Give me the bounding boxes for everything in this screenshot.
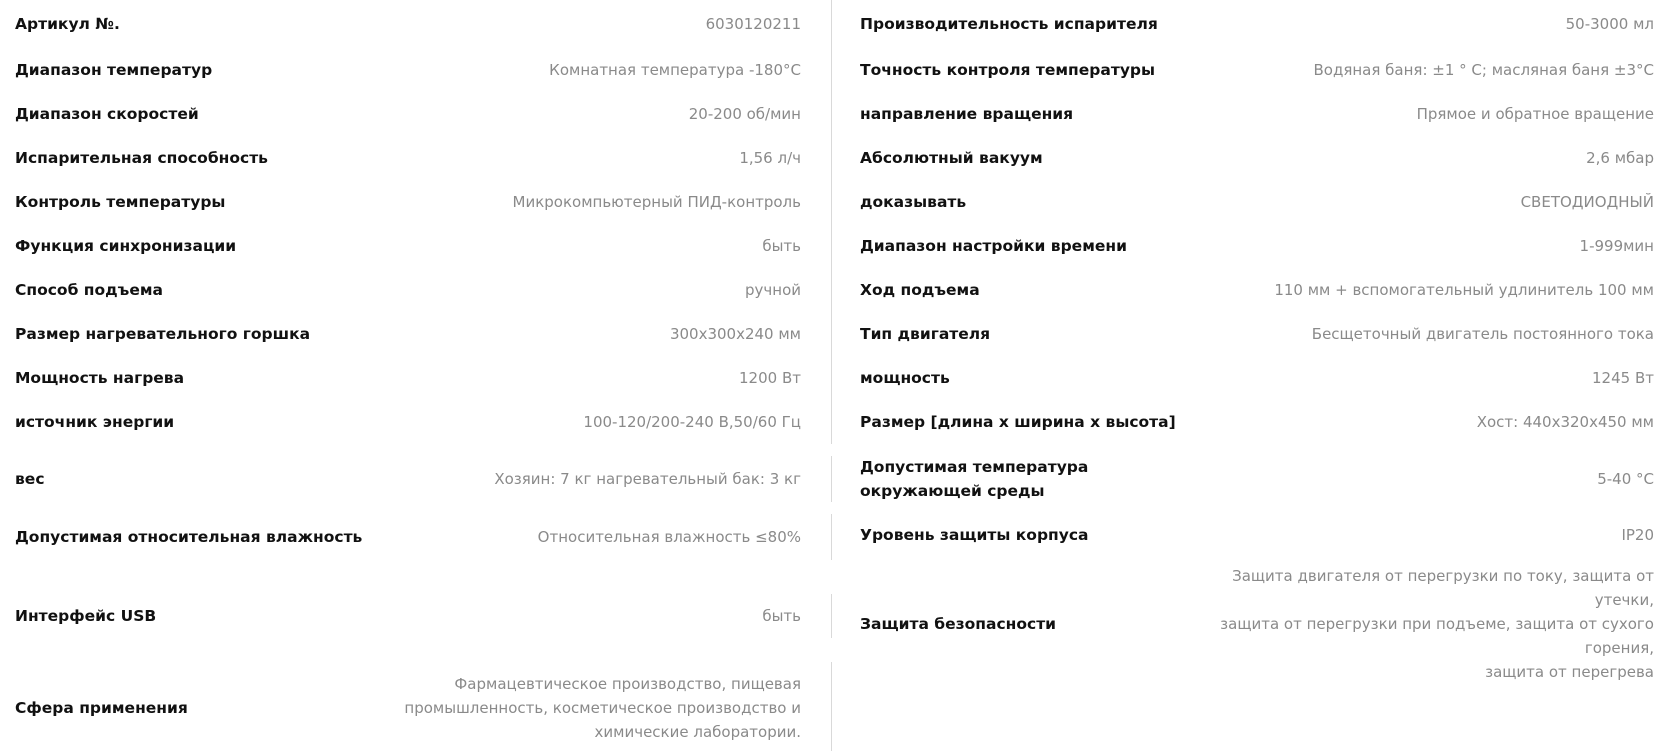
spec-column-left <box>0 0 832 751</box>
spec-row <box>832 312 1670 356</box>
spec-label: источник энергии <box>15 413 175 431</box>
spec-value: Комнатная температура -180°C <box>549 61 801 79</box>
spec-value: 300x300x240 мм <box>669 325 801 343</box>
spec-value: Хост: 440x320x450 мм <box>1476 413 1654 431</box>
spec-value: быть <box>762 237 801 255</box>
spec-value: 1-999мин <box>1579 237 1654 255</box>
spec-label: Мощность нагрева <box>15 369 185 387</box>
spec-row <box>832 356 1670 400</box>
spec-value: Бесщеточный двигатель постоянного тока <box>1311 325 1654 343</box>
spec-row <box>0 224 832 268</box>
spec-label: Размер нагревательного горшка <box>15 325 311 343</box>
spec-row <box>0 662 832 751</box>
spec-row <box>0 356 832 400</box>
spec-value: 6030120211 <box>705 15 801 33</box>
spec-label: Допустимая температура окружающей среды <box>860 458 1089 500</box>
spec-value: быть <box>762 607 801 625</box>
spec-row <box>832 92 1670 136</box>
spec-value: 5-40 °C <box>1597 470 1654 488</box>
spec-row <box>832 567 1670 681</box>
spec-label: Испарительная способность <box>15 149 268 167</box>
spec-value: 1,56 л/ч <box>739 149 801 167</box>
spec-row <box>832 268 1670 312</box>
spec-label: Производительность испарителя <box>860 15 1158 33</box>
spec-row <box>832 444 1670 514</box>
spec-value: Фармацевтическое производство, пищевая промышленность, косметическое производство и химические лаборатории. <box>404 675 801 741</box>
spec-value: 50-3000 мл <box>1565 15 1654 33</box>
spec-label: Диапазон настройки времени <box>860 237 1127 255</box>
spec-value: Относительная влажность ≤80% <box>537 528 801 546</box>
spec-row <box>0 268 832 312</box>
spec-column-right <box>832 0 1670 751</box>
spec-label: Сфера применения <box>15 699 188 717</box>
spec-row <box>0 514 832 560</box>
spec-value: 2,6 мбар <box>1586 149 1654 167</box>
spec-value: СВЕТОДИОДНЫЙ <box>1520 193 1654 211</box>
spec-label: Уровень защиты корпуса <box>860 526 1089 544</box>
spec-row <box>0 594 832 638</box>
spec-label: мощность <box>860 369 950 387</box>
spec-row <box>0 180 832 224</box>
spec-label: Интерфейс USB <box>15 607 157 625</box>
spec-row <box>832 180 1670 224</box>
spec-label: Контроль температуры <box>15 193 226 211</box>
spec-label: Артикул №. <box>15 15 120 33</box>
spec-value: Водяная баня: ±1 ° C; масляная баня ±3°C <box>1313 61 1654 79</box>
spec-label: Тип двигателя <box>860 325 991 343</box>
spec-label: Точность контроля температуры <box>860 61 1156 79</box>
row-gap <box>0 444 832 456</box>
spec-value: ручной <box>745 281 801 299</box>
spec-row <box>0 456 832 502</box>
spec-label: Диапазон температур <box>15 61 213 79</box>
spec-row <box>832 0 1670 48</box>
spec-label: вес <box>15 470 45 488</box>
row-gap <box>0 638 832 662</box>
spec-value: IP20 <box>1621 526 1654 544</box>
spec-label: доказывать <box>860 193 967 211</box>
spec-row <box>832 400 1670 444</box>
spec-row <box>832 136 1670 180</box>
spec-row <box>0 92 832 136</box>
row-gap <box>0 560 832 594</box>
spec-row <box>832 224 1670 268</box>
spec-value: 110 мм + вспомогательный удлинитель 100 мм <box>1274 281 1654 299</box>
spec-value: Микрокомпьютерный ПИД-контроль <box>512 193 801 211</box>
spec-label: Ход подъема <box>860 281 980 299</box>
spec-row <box>0 312 832 356</box>
spec-row <box>0 0 832 48</box>
spec-label: Функция синхронизации <box>15 237 237 255</box>
spec-value: 100-120/200-240 В,50/60 Гц <box>583 413 801 431</box>
spec-label: Допустимая относительная влажность <box>15 528 363 546</box>
spec-label: Диапазон скоростей <box>15 105 199 123</box>
spec-value: Хозяин: 7 кг нагревательный бак: 3 кг <box>494 470 801 488</box>
spec-label: Способ подъема <box>15 281 163 299</box>
spec-row <box>0 136 832 180</box>
spec-label: Защита безопасности <box>860 615 1057 633</box>
spec-label: Размер [длина x ширина x высота] <box>860 413 1176 431</box>
spec-row <box>0 400 832 444</box>
spec-label: направление вращения <box>860 105 1074 123</box>
spec-row <box>832 514 1670 556</box>
spec-row <box>0 48 832 92</box>
row-gap <box>0 502 832 514</box>
spec-value: 20-200 об/мин <box>688 105 801 123</box>
spec-label: Абсолютный вакуум <box>860 149 1043 167</box>
spec-value: Защита двигателя от перегрузки по току, защита от утечки, защита от перегрузки при подъеме, защита от сухого горения, защита от перегрева <box>1220 567 1654 681</box>
spec-value: 1245 Вт <box>1592 369 1654 387</box>
spec-value: Прямое и обратное вращение <box>1416 105 1654 123</box>
spec-row <box>832 48 1670 92</box>
spec-value: 1200 Вт <box>739 369 801 387</box>
